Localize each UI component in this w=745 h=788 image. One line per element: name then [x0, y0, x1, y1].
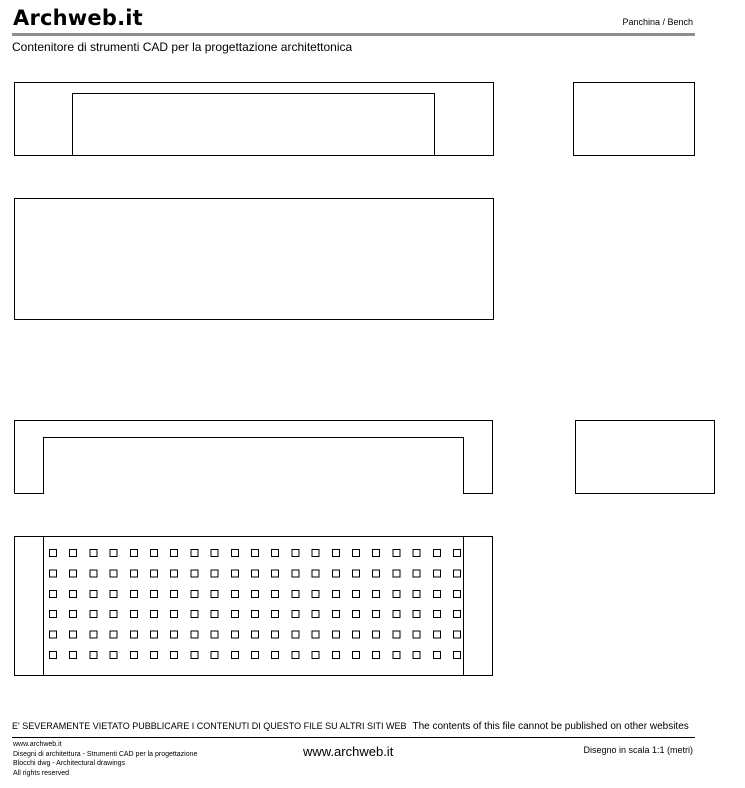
- slat-square: [332, 570, 339, 577]
- slat-square: [272, 652, 279, 659]
- slat-square: [373, 570, 380, 577]
- slat-square: [454, 652, 461, 659]
- slat-square: [50, 611, 57, 618]
- slatted-plan-outline: [15, 537, 493, 676]
- slat-square: [90, 590, 97, 597]
- slat-square: [191, 611, 198, 618]
- slat-square: [252, 611, 259, 618]
- slat-square: [393, 590, 400, 597]
- slat-square: [130, 631, 137, 638]
- slat-grid: [50, 550, 461, 659]
- slat-square: [171, 550, 178, 557]
- slat-square: [454, 550, 461, 557]
- slat-square: [50, 570, 57, 577]
- slat-square: [151, 652, 158, 659]
- footer-line: Disegni di architettura - Strumenti CAD per la progettazione: [13, 750, 198, 758]
- slat-square: [191, 570, 198, 577]
- slat-square: [211, 590, 218, 597]
- slat-square: [413, 631, 420, 638]
- slat-square: [70, 570, 77, 577]
- slat-square: [292, 550, 299, 557]
- copyright-warning: [12, 721, 689, 732]
- slat-square: [292, 570, 299, 577]
- slat-square: [110, 550, 117, 557]
- slat-square: [151, 611, 158, 618]
- slat-square: [50, 652, 57, 659]
- slat-square: [50, 590, 57, 597]
- bench-frame-elevation: [15, 421, 493, 494]
- slat-square: [353, 570, 360, 577]
- slat-square: [231, 631, 238, 638]
- slat-square: [130, 611, 137, 618]
- slat-square: [151, 550, 158, 557]
- slat-square: [433, 590, 440, 597]
- slat-square: [393, 631, 400, 638]
- slat-square: [151, 570, 158, 577]
- bench-frame-side-elevation: [576, 421, 715, 494]
- warning-english: The contents of this file cannot be published on other websites: [412, 721, 689, 732]
- slat-square: [332, 550, 339, 557]
- slat-square: [373, 590, 380, 597]
- slat-square: [130, 652, 137, 659]
- slat-square: [70, 652, 77, 659]
- slat-square: [171, 611, 178, 618]
- slat-square: [70, 611, 77, 618]
- slat-square: [252, 590, 259, 597]
- slat-square: [272, 631, 279, 638]
- slat-square: [353, 550, 360, 557]
- slat-square: [373, 652, 380, 659]
- slat-square: [454, 590, 461, 597]
- slat-square: [50, 631, 57, 638]
- slat-square: [211, 631, 218, 638]
- slat-square: [413, 550, 420, 557]
- drawing-title: Panchina / Bench: [622, 17, 693, 27]
- slat-square: [252, 652, 259, 659]
- slat-square: [292, 611, 299, 618]
- slat-square: [130, 570, 137, 577]
- slat-square: [191, 590, 198, 597]
- slat-square: [211, 550, 218, 557]
- bench-slatted-plan: [15, 537, 493, 676]
- slat-square: [312, 590, 319, 597]
- slat-square: [231, 611, 238, 618]
- bench-front-elevation: [15, 83, 494, 156]
- slat-square: [312, 611, 319, 618]
- slat-square: [332, 590, 339, 597]
- slat-square: [272, 590, 279, 597]
- slat-square: [191, 652, 198, 659]
- slat-square: [433, 631, 440, 638]
- slat-square: [454, 611, 461, 618]
- slat-square: [90, 570, 97, 577]
- slat-square: [272, 611, 279, 618]
- slat-square: [454, 570, 461, 577]
- slat-square: [393, 652, 400, 659]
- slat-square: [332, 652, 339, 659]
- slat-square: [90, 631, 97, 638]
- slat-square: [252, 550, 259, 557]
- slat-square: [211, 611, 218, 618]
- slat-square: [353, 611, 360, 618]
- slat-square: [171, 590, 178, 597]
- footer-website[interactable]: www.archweb.it: [303, 744, 394, 759]
- slat-square: [231, 550, 238, 557]
- slat-square: [171, 631, 178, 638]
- footer-credits: [13, 740, 197, 778]
- slat-square: [312, 631, 319, 638]
- slat-square: [151, 631, 158, 638]
- bench-side-elevation: [574, 83, 695, 156]
- slat-square: [332, 631, 339, 638]
- drawing-subtitle: Contenitore di strumenti CAD per la progettazione architettonica: [12, 40, 353, 54]
- slat-square: [353, 652, 360, 659]
- slat-square: [332, 611, 339, 618]
- footer-line: All rights reserved: [13, 769, 70, 777]
- slat-square: [110, 611, 117, 618]
- slat-square: [252, 570, 259, 577]
- footer-line: www.archweb.it: [13, 741, 62, 748]
- footer-divider: [12, 737, 695, 738]
- drawing-scale: Disegno in scala 1:1 (metri): [583, 745, 693, 755]
- slat-square: [292, 631, 299, 638]
- slat-square: [130, 590, 137, 597]
- slat-square: [353, 590, 360, 597]
- slat-square: [312, 550, 319, 557]
- slat-square: [70, 590, 77, 597]
- warning-italian: E' SEVERAMENTE VIETATO PUBBLICARE I CONTENUTI DI QUESTO FILE SU ALTRI SITI WEB: [12, 721, 407, 731]
- slat-square: [312, 652, 319, 659]
- slat-square: [413, 652, 420, 659]
- slat-square: [373, 631, 380, 638]
- slat-square: [70, 550, 77, 557]
- slat-square: [191, 631, 198, 638]
- slat-square: [130, 550, 137, 557]
- slat-square: [171, 570, 178, 577]
- slat-square: [171, 652, 178, 659]
- slat-square: [231, 570, 238, 577]
- slat-square: [292, 590, 299, 597]
- slat-square: [413, 590, 420, 597]
- slat-square: [292, 652, 299, 659]
- slat-square: [90, 611, 97, 618]
- slat-square: [110, 652, 117, 659]
- slat-square: [110, 590, 117, 597]
- slat-square: [272, 550, 279, 557]
- slat-square: [231, 590, 238, 597]
- slat-square: [312, 570, 319, 577]
- slat-square: [373, 550, 380, 557]
- slat-square: [50, 550, 57, 557]
- slat-square: [90, 550, 97, 557]
- slat-square: [110, 570, 117, 577]
- slat-square: [413, 611, 420, 618]
- slat-square: [110, 631, 117, 638]
- slat-square: [393, 611, 400, 618]
- slat-square: [433, 652, 440, 659]
- slat-square: [151, 590, 158, 597]
- slat-square: [393, 550, 400, 557]
- archweb-logo: Archweb.it: [13, 6, 143, 30]
- slat-square: [373, 611, 380, 618]
- slat-square: [433, 611, 440, 618]
- slat-square: [231, 652, 238, 659]
- slat-square: [70, 631, 77, 638]
- slat-square: [211, 652, 218, 659]
- slat-square: [433, 570, 440, 577]
- slat-square: [433, 550, 440, 557]
- footer-line: Blocchi dwg - Architectural drawings: [13, 760, 126, 767]
- slat-square: [454, 631, 461, 638]
- slat-square: [211, 570, 218, 577]
- front-elevation-inner-panel: [73, 94, 435, 156]
- slat-square: [252, 631, 259, 638]
- slat-square: [353, 631, 360, 638]
- slat-square: [272, 570, 279, 577]
- bench-plan-view: [15, 199, 494, 320]
- slat-square: [393, 570, 400, 577]
- slat-square: [191, 550, 198, 557]
- slat-square: [90, 652, 97, 659]
- slat-square: [413, 570, 420, 577]
